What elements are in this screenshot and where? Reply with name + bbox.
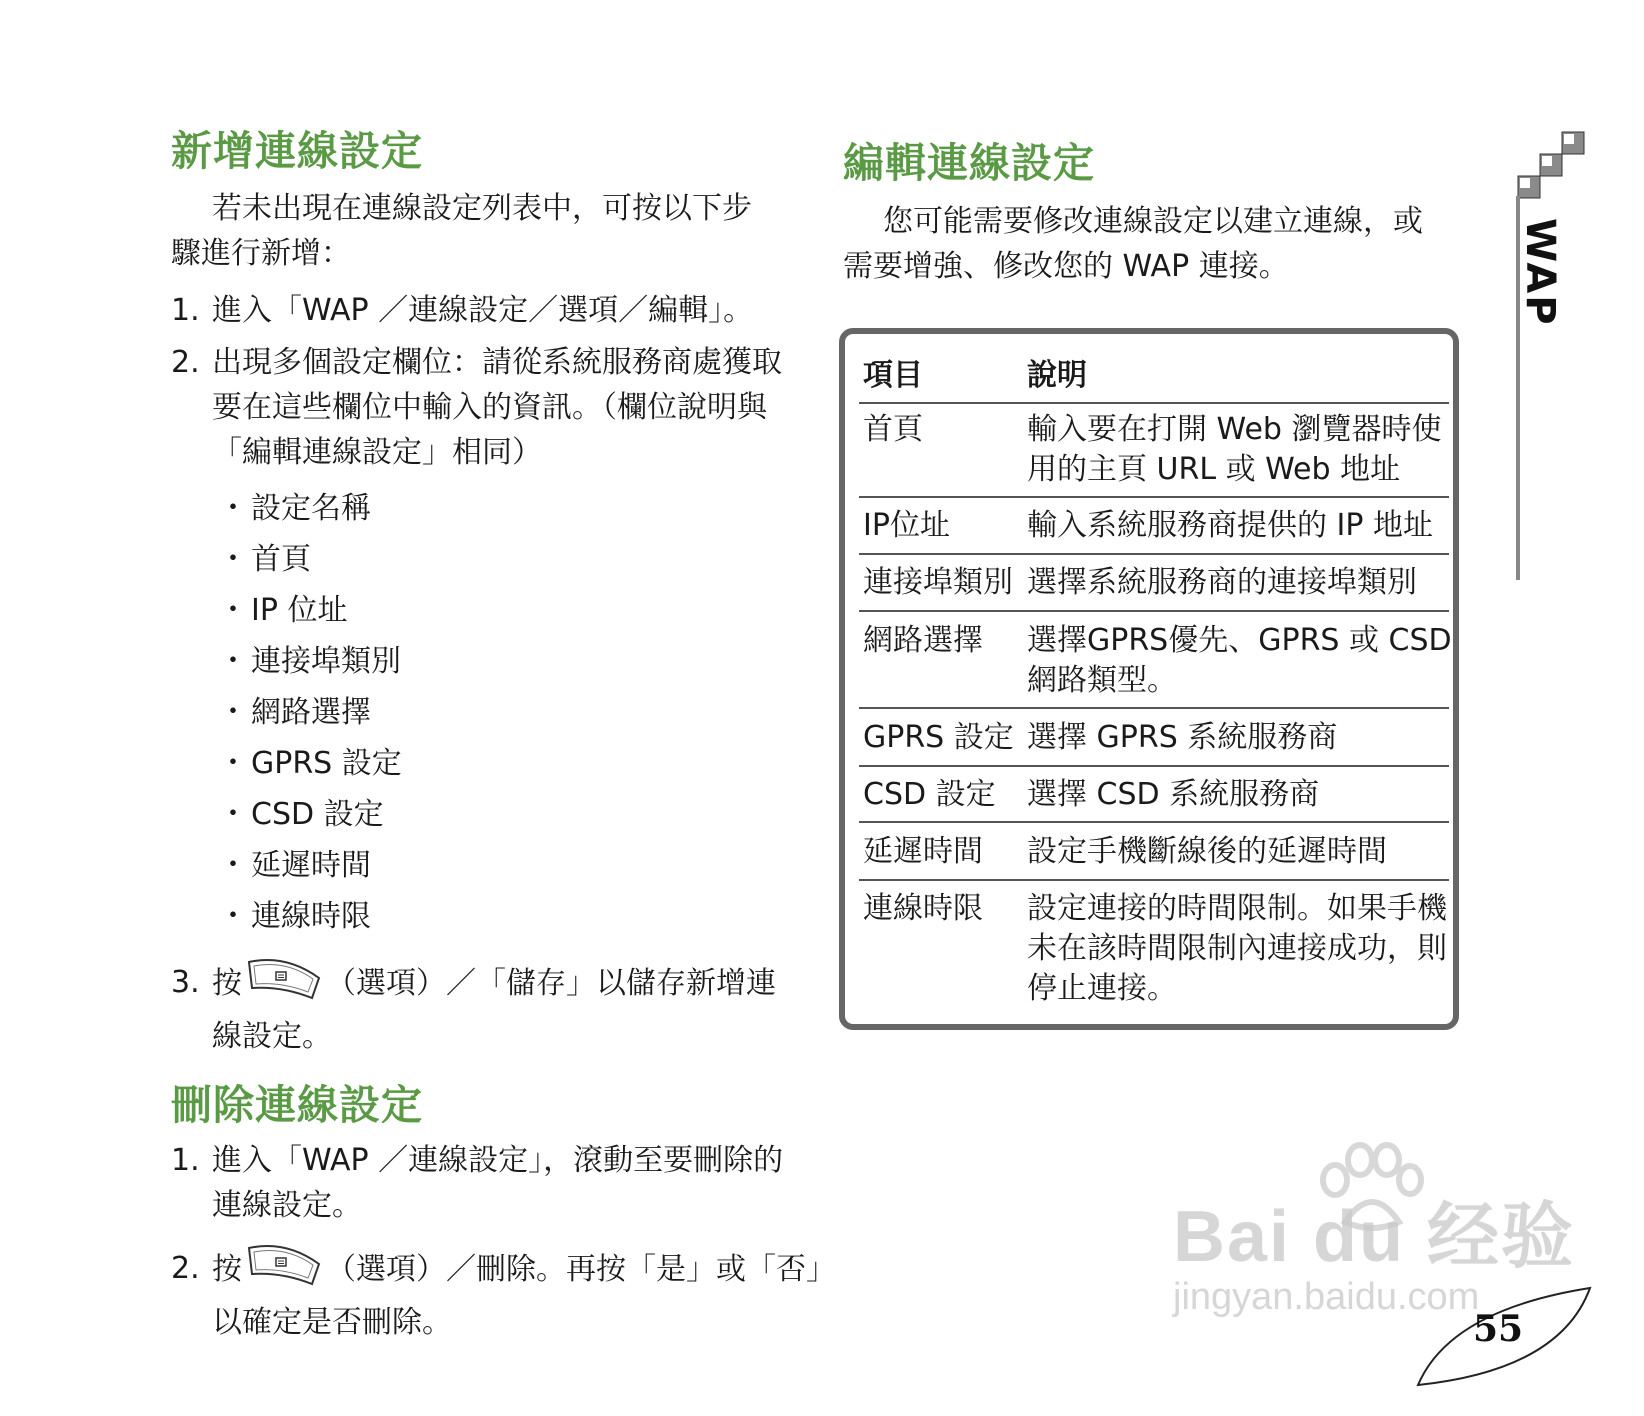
list-item	[218, 789, 402, 840]
step-text-line-1	[212, 956, 776, 1013]
table-cell-item: 首頁	[863, 412, 923, 447]
step-prefix: 按	[212, 1252, 242, 1287]
bullet-mark: ・	[218, 644, 248, 679]
table-divider	[859, 553, 1449, 555]
list-item-label: CSD 設定	[251, 797, 384, 832]
left-softkey-icon	[246, 956, 322, 1013]
step-text-line-1: 進入「WAP ／連線設定」，滾動至要刪除的	[212, 1143, 784, 1178]
table-cell-description-line-1: 選擇系統服務商的連接埠類別	[1027, 565, 1417, 600]
step-number: 3.	[171, 965, 200, 1000]
step-text-line-1	[212, 1242, 836, 1299]
table-cell-description-line-1: 輸入要在打開 Web 瀏覽器時使	[1027, 412, 1442, 447]
left-softkey-icon	[246, 1242, 322, 1299]
step-text-line-1: 出現多個設定欄位：請從系統服務商處獲取	[212, 345, 782, 380]
step-text-line-2: 要在這些欄位中輸入的資訊。（欄位說明與	[212, 390, 767, 425]
table-divider	[859, 821, 1449, 823]
step-text-line-2: 線設定。	[212, 1019, 332, 1054]
bullet-mark: ・	[218, 899, 248, 934]
bullet-mark: ・	[218, 593, 248, 628]
table-cell-item: 連接埠類別	[863, 565, 1013, 600]
edit-intro-line-1: 您可能需要修改連線設定以建立連線，或	[883, 204, 1423, 239]
table-cell-item: IP位址	[863, 508, 950, 543]
list-item-label: 延遲時間	[251, 848, 371, 883]
step-number: 2.	[171, 1251, 200, 1286]
step-suffix: （選項）／刪除。再按「是」或「否」	[326, 1252, 836, 1287]
bullet-mark: ・	[218, 491, 248, 526]
page-number: 55	[1473, 1308, 1524, 1350]
edit-connection-heading: 編輯連線設定	[843, 139, 1095, 187]
list-item	[218, 483, 402, 534]
step-suffix: （選項）／「儲存」以儲存新增連	[326, 966, 776, 1001]
table-divider	[859, 610, 1449, 612]
settings-table	[839, 328, 1459, 1030]
list-item-label: 連線時限	[251, 899, 371, 934]
step-text-line-2: 連線設定。	[212, 1188, 362, 1223]
table-cell-description-line-1: 輸入系統服務商提供的 IP 地址	[1027, 508, 1434, 543]
watermark-brand: Bai du 经验	[1173, 1197, 1576, 1277]
bullet-mark: ・	[218, 746, 248, 781]
paw-icon	[1315, 1142, 1425, 1236]
list-item	[218, 636, 402, 687]
table-divider	[859, 879, 1449, 881]
list-item	[218, 840, 402, 891]
bullet-mark: ・	[218, 542, 248, 577]
section-tab-marker	[1510, 130, 1590, 200]
bullet-mark: ・	[218, 695, 248, 730]
table-header-item: 項目	[863, 358, 923, 393]
table-divider	[859, 707, 1449, 709]
table-cell-item: CSD 設定	[863, 777, 996, 812]
table-divider	[859, 765, 1449, 767]
step-number: 1.	[171, 293, 200, 328]
table-cell-item: GPRS 設定	[863, 720, 1014, 755]
watermark-url: jingyan.baidu.com	[1173, 1276, 1480, 1318]
table-cell-description-line-1: 選擇 CSD 系統服務商	[1027, 777, 1320, 812]
table-cell-item: 網路選擇	[863, 623, 983, 658]
list-item	[218, 891, 402, 942]
table-divider	[859, 402, 1449, 404]
add-connection-heading: 新增連線設定	[171, 127, 423, 175]
table-cell-description-line-3: 停止連接。	[1027, 971, 1177, 1006]
list-item	[218, 585, 402, 636]
step-text-line-2: 以確定是否刪除。	[212, 1305, 452, 1340]
bullet-mark: ・	[218, 797, 248, 832]
table-divider	[859, 496, 1449, 498]
table-cell-description-line-1: 設定連接的時間限制。如果手機	[1027, 891, 1447, 926]
table-cell-item: 延遲時間	[863, 834, 983, 869]
list-item-label: 連接埠類別	[251, 644, 401, 679]
list-item-label: GPRS 設定	[251, 746, 402, 781]
table-cell-description-line-2: 網路類型。	[1027, 663, 1177, 698]
step-text-line-3: 「編輯連線設定」相同）	[212, 435, 542, 470]
table-cell-description-line-1: 選擇GPRS優先、GPRS 或 CSD	[1027, 623, 1452, 658]
table-cell-description-line-2: 未在該時間限制內連接成功，則	[1027, 931, 1447, 966]
table-cell-item: 連線時限	[863, 891, 983, 926]
step-number: 1.	[171, 1143, 200, 1178]
bullet-mark: ・	[218, 848, 248, 883]
field-list	[218, 483, 402, 942]
section-tab-label: WAP	[1517, 218, 1563, 327]
list-item	[218, 534, 402, 585]
step-prefix: 按	[212, 966, 242, 1001]
edit-intro-line-2: 需要增強、修改您的 WAP 連接。	[843, 249, 1289, 284]
step-number: 2.	[171, 345, 200, 380]
list-item-label: 設定名稱	[251, 491, 371, 526]
list-item-label: IP 位址	[251, 593, 348, 628]
step-text: 進入「WAP ／連線設定／選項／編輯」。	[212, 293, 754, 328]
table-cell-description-line-1: 選擇 GPRS 系統服務商	[1027, 720, 1338, 755]
add-intro-line-1: 若未出現在連線設定列表中，可按以下步	[212, 191, 752, 226]
table-cell-description-line-1: 設定手機斷線後的延遲時間	[1027, 834, 1387, 869]
list-item-label: 網路選擇	[251, 695, 371, 730]
list-item-label: 首頁	[251, 542, 311, 577]
list-item	[218, 687, 402, 738]
add-intro-line-2: 驟進行新增：	[171, 236, 351, 271]
table-header-description: 說明	[1027, 358, 1087, 393]
list-item	[218, 738, 402, 789]
table-cell-description-line-2: 用的主頁 URL 或 Web 地址	[1027, 452, 1401, 487]
delete-connection-heading: 刪除連線設定	[171, 1081, 423, 1129]
